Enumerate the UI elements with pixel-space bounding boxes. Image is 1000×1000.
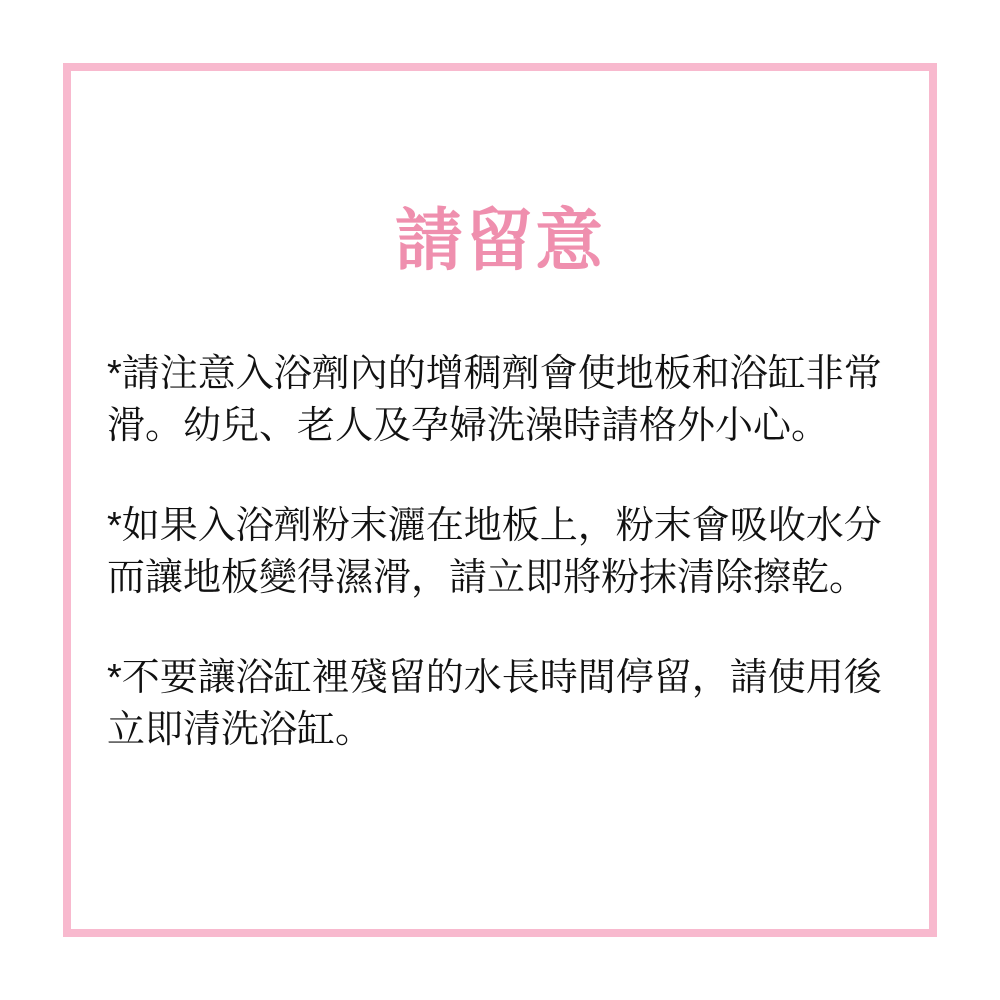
paragraph-1-line-2: 滑。幼兒、老人及孕婦洗澡時請格外小心。 bbox=[107, 405, 830, 447]
paragraph-1-line-1: *請注意入浴劑內的增稠劑會使地板和浴缸非常 bbox=[107, 353, 882, 395]
paragraph-3-line-1: *不要讓浴缸裡殘留的水長時間停留，請使用後 bbox=[107, 657, 882, 699]
paragraph-3-line-2: 立即清洗浴缸。 bbox=[107, 709, 374, 751]
notice-body bbox=[107, 348, 907, 804]
paragraph-2-line-2: 而讓地板變得濕滑，請立即將粉抹清除擦乾。 bbox=[107, 557, 868, 599]
paragraph-2-line-1: *如果入浴劑粉末灑在地板上，粉末會吸收水分 bbox=[107, 505, 882, 547]
warning-paragraph-slippery bbox=[107, 348, 907, 452]
warning-paragraph-powder bbox=[107, 500, 907, 604]
notice-title: 請留意 bbox=[394, 203, 605, 279]
warning-paragraph-rinse bbox=[107, 652, 907, 756]
